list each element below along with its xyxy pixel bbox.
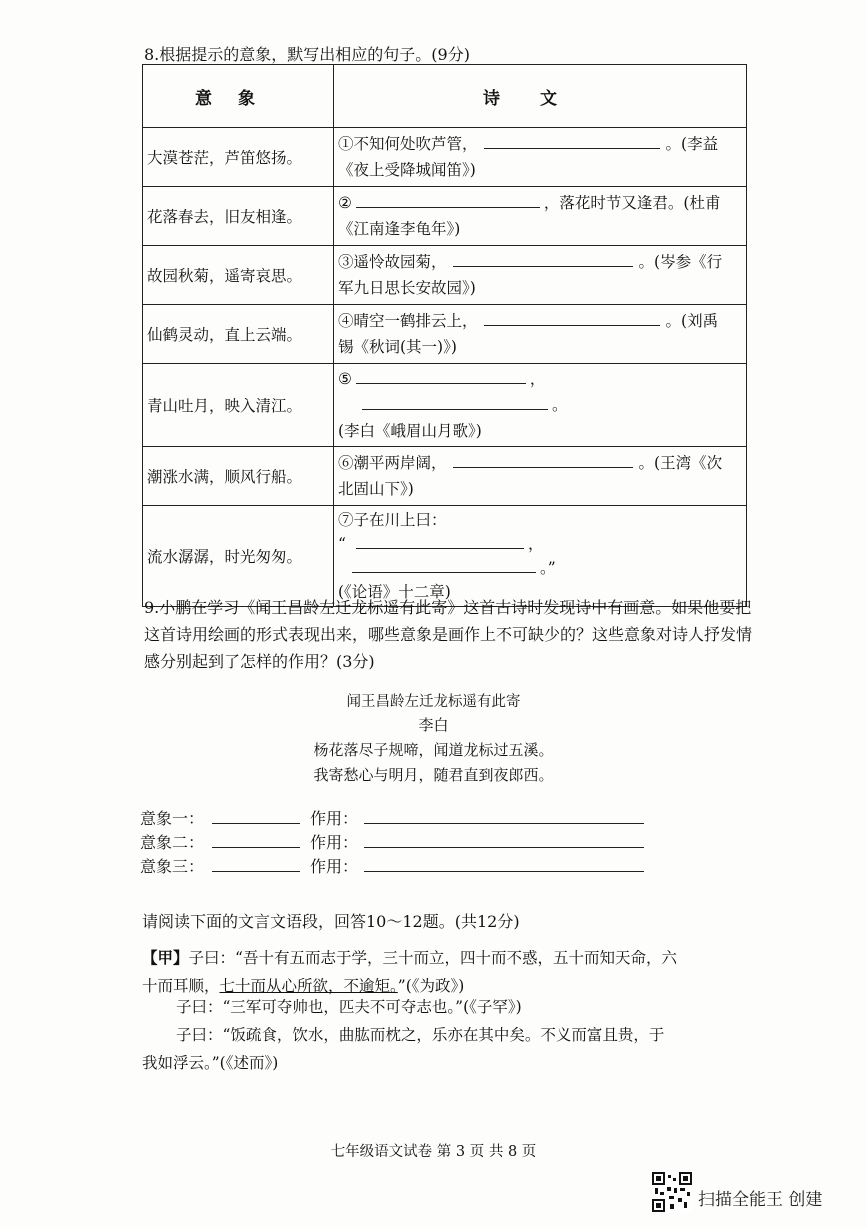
scanner-watermark: 扫描全能王 创建 [698, 1190, 823, 1210]
table-row [143, 305, 747, 364]
answer-blank[interactable] [453, 451, 633, 468]
imagery-blank[interactable] [212, 807, 300, 824]
table-row [143, 246, 747, 305]
imagery-cell: 大漠苍茫，芦笛悠扬。 [143, 128, 334, 187]
answer-blank[interactable] [484, 309, 660, 326]
imagery-cell: 仙鹤灵动，直上云端。 [143, 305, 334, 364]
poem-author: 李白 [418, 716, 449, 734]
passage-shuer: 子曰：“饭疏食，饮水，曲肱而枕之，乐亦在其中矣。不义而富且贵，于 我如浮云。”(《述而》) [142, 1026, 665, 1072]
imagery-blank[interactable] [212, 831, 300, 848]
imagery-poem-table [142, 64, 747, 607]
answer-blank[interactable] [453, 250, 633, 267]
effect-blank[interactable] [364, 807, 644, 824]
reading-intro: 请阅读下面的文言文语段，回答10～12题。(共12分) [142, 912, 520, 931]
answer-blank[interactable] [356, 367, 526, 384]
question-8-title: 8.根据提示的意象，默写出相应的句子。(9分) [144, 45, 470, 64]
verse-cell: ⑤ ，。 (李白《峨眉山月歌》) [334, 364, 747, 447]
answer-blank[interactable] [356, 532, 524, 549]
imagery-fill-row: 意象一： 作用： [140, 806, 644, 829]
effect-blank[interactable] [364, 855, 644, 872]
table-row [143, 506, 747, 607]
page-footer: 七年级语文试卷 第 3 页 共 8 页 [330, 1144, 537, 1160]
answer-blank[interactable] [352, 556, 536, 573]
passage-zihan: 子曰：“三军可夺帅也，匹夫不可夺志也。”(《子罕》) [176, 998, 522, 1016]
verse-cell: ⑦子在川上曰： “ ，。” (《论语》十二章) [334, 506, 747, 607]
header-imagery: 意象 [143, 65, 334, 128]
answer-blank[interactable] [484, 132, 660, 149]
imagery-cell: 潮涨水满，顺风行船。 [143, 447, 334, 506]
verse-cell: ② ，落花时节又逢君。(杜甫 《江南逢李龟年》) [334, 187, 747, 246]
passage-jia: 【甲】子曰：“吾十有五而志于学，三十而立，四十而不惑，五十而知天命，六 十而耳顺，七十而从心所欲，不逾矩。”(《为政》) [142, 948, 677, 995]
poem-title: 闻王昌龄左迁龙标遥有此寄 [346, 694, 521, 710]
poem-line-2: 我寄愁心与明月，随君直到夜郎西。 [313, 766, 554, 784]
verse-cell: ③遥怜故园菊， 。(岑参《行 军九日思长安故园》) [334, 246, 747, 305]
table-row [143, 447, 747, 506]
table-row [143, 364, 747, 447]
imagery-cell: 故园秋菊，遥寄哀思。 [143, 246, 334, 305]
verse-cell: ①不知何处吹芦管， 。(李益 《夜上受降城闻笛》) [334, 128, 747, 187]
imagery-fill-row: 意象三： 作用： [140, 854, 644, 877]
imagery-cell: 花落春去，旧友相逢。 [143, 187, 334, 246]
table-row [143, 128, 747, 187]
qr-code-icon [652, 1172, 692, 1212]
answer-blank[interactable] [356, 191, 540, 208]
verse-cell: ④晴空一鹤排云上， 。(刘禹 锡《秋词(其一)》) [334, 305, 747, 364]
imagery-blank[interactable] [212, 855, 300, 872]
poem-line-1: 杨花落尽子规啼，闻道龙标过五溪。 [313, 741, 554, 759]
question-9-text: 9.小鹏在学习《闻王昌龄左迁龙标遥有此寄》这首古诗时发现诗中有画意。如果他要把这首诗用绘画的形式表现出来，哪些意象是画作上不可缺少的？这些意象对诗人抒发情感分别起到了怎样的作用？(3分) [144, 598, 753, 671]
verse-cell: ⑥潮平两岸阔， 。(王湾《次 北固山下》) [334, 447, 747, 506]
table-row [143, 187, 747, 246]
imagery-fill-row: 意象二： 作用： [140, 830, 644, 853]
header-verse: 诗文 [334, 65, 747, 128]
imagery-cell: 流水潺潺，时光匆匆。 [143, 506, 334, 607]
underlined-sentence: 七十而从心所欲，不逾矩。 [219, 977, 398, 995]
effect-blank[interactable] [364, 831, 644, 848]
answer-blank[interactable] [362, 393, 548, 410]
table-header-row [143, 65, 747, 128]
imagery-cell: 青山吐月，映入清江。 [143, 364, 334, 447]
